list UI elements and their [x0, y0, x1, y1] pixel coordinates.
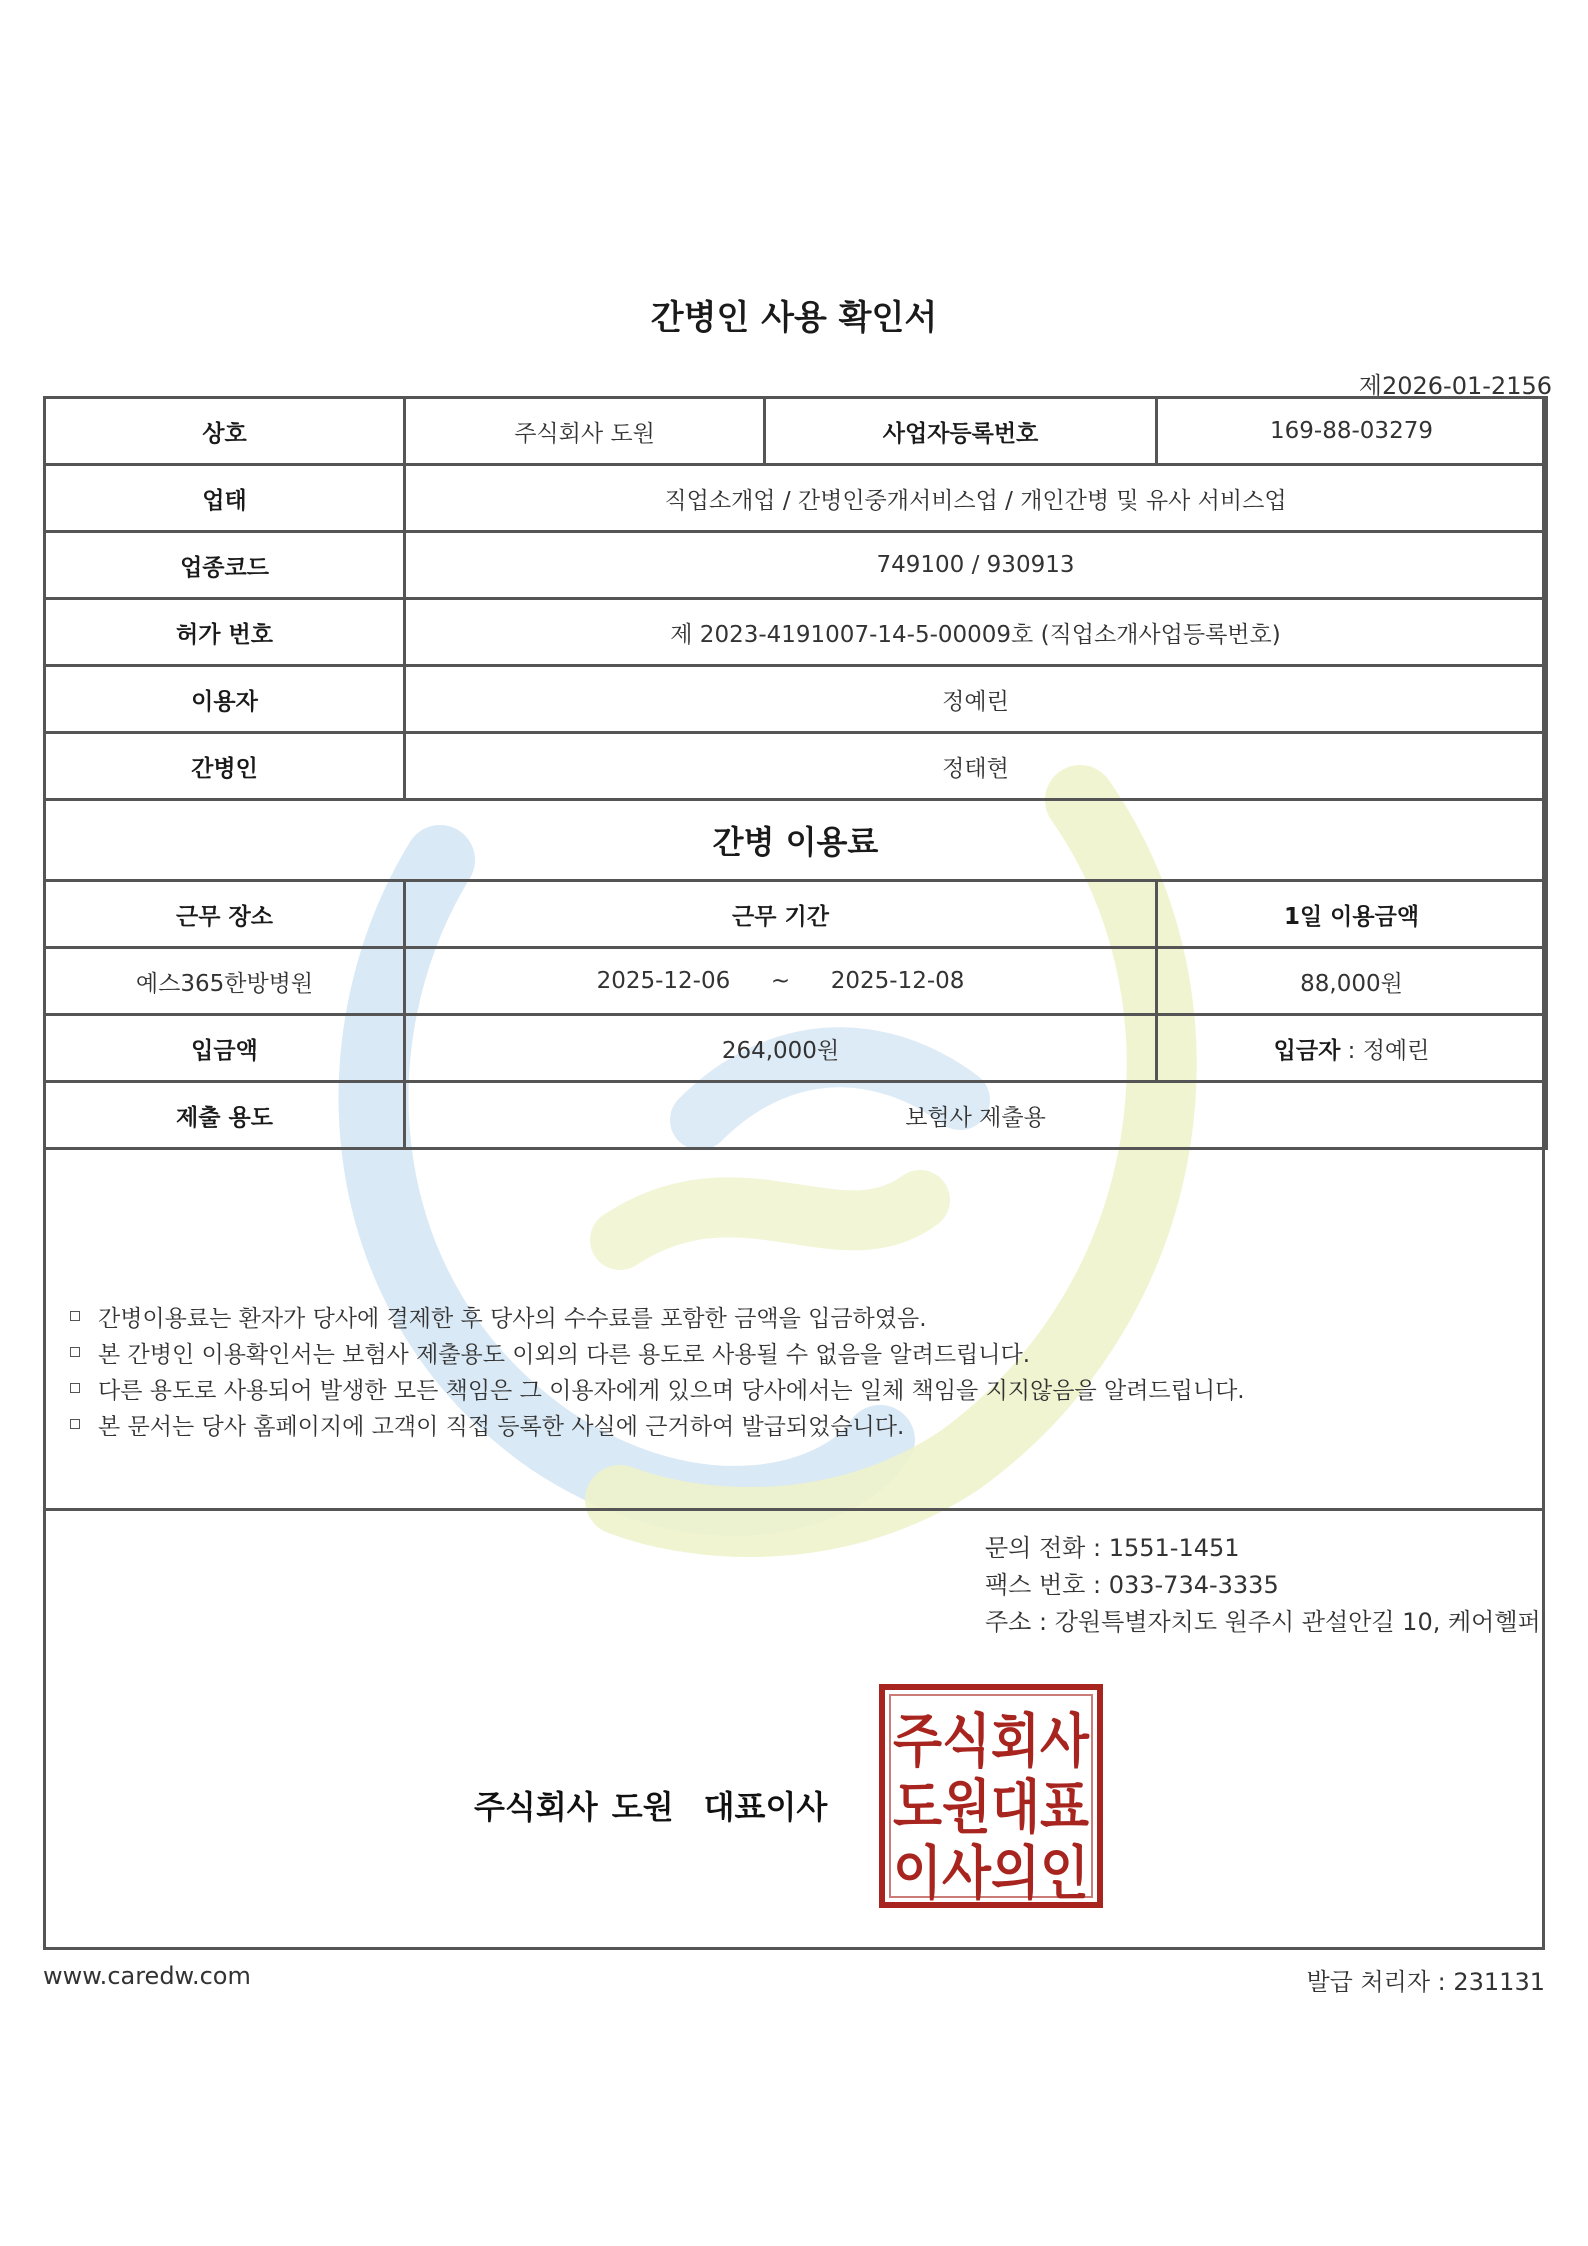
purpose-label: 제출 용도 [45, 1082, 405, 1149]
contact-address: 주소 : 강원특별자치도 원주시 관설안길 10, 케어헬퍼 [985, 1608, 1541, 1636]
company-seal-stamp [878, 1683, 1104, 1909]
industry-code-label: 업종코드 [45, 532, 405, 599]
company-website: www.caredw.com [43, 1962, 251, 1990]
work-period-value [405, 948, 1157, 1015]
row-caregiver [45, 733, 1547, 800]
row-fee-headers [45, 881, 1547, 948]
seal-row-2: 도원대표 [893, 1773, 1089, 1841]
work-period-label: 근무 기간 [405, 881, 1157, 948]
info-table [43, 396, 1548, 1150]
note-item [70, 1406, 1245, 1442]
row-industry-code [45, 532, 1547, 599]
deposit-label: 입금액 [45, 1015, 405, 1082]
contact-phone: 문의 전화 : 1551-1451 [985, 1534, 1240, 1562]
payer-label: 입금자 [1273, 1037, 1341, 1064]
row-deposit [45, 1015, 1547, 1082]
signature-line [474, 1782, 827, 1828]
square-bullet-icon [70, 1311, 80, 1321]
period-end: 2025-12-08 [830, 968, 965, 994]
work-location-label: 근무 장소 [45, 881, 405, 948]
document-title: 간병인 사용 확인서 [650, 298, 938, 338]
row-fee-values [45, 948, 1547, 1015]
payer-separator: : [1340, 1037, 1363, 1064]
user-label: 이용자 [45, 666, 405, 733]
company-name-label: 상호 [45, 398, 405, 465]
note-item [70, 1298, 1245, 1334]
row-purpose [45, 1082, 1547, 1149]
work-location-value: 예스365한방병원 [45, 948, 405, 1015]
row-license [45, 599, 1547, 666]
note-item [70, 1370, 1245, 1406]
square-bullet-icon [70, 1347, 80, 1357]
user-value: 정예린 [405, 666, 1547, 733]
caregiver-label: 간병인 [45, 733, 405, 800]
note-text: 간병이용료는 환자가 당사에 결제한 후 당사의 수수료를 포함한 금액을 입금하였음. [98, 1305, 927, 1332]
contact-fax: 팩스 번호 : 033-734-3335 [985, 1571, 1279, 1599]
industry-code-value: 749100 / 930913 [405, 532, 1547, 599]
fee-section-title: 간병 이용료 [45, 800, 1547, 881]
notes-list [70, 1298, 1245, 1442]
signature-company: 주식회사 도원 [474, 1788, 674, 1826]
row-user [45, 666, 1547, 733]
note-item [70, 1334, 1245, 1370]
daily-amount-label: 1일 이용금액 [1157, 881, 1547, 948]
company-name-value: 주식회사 도원 [405, 398, 765, 465]
row-business-type [45, 465, 1547, 532]
period-separator: ~ [770, 968, 791, 994]
row-fee-section [45, 800, 1547, 881]
row-company [45, 398, 1547, 465]
payer-cell [1157, 1015, 1547, 1082]
square-bullet-icon [70, 1383, 80, 1393]
signature-title: 대표이사 [703, 1788, 828, 1826]
daily-amount-value: 88,000원 [1157, 948, 1547, 1015]
payer-value: 정예린 [1362, 1037, 1430, 1064]
section-divider [43, 1508, 1545, 1511]
business-type-value: 직업소개업 / 간병인중개서비스업 / 개인간병 및 유사 서비스업 [405, 465, 1547, 532]
seal-row-3: 이사의인 [893, 1839, 1089, 1907]
reg-number-label: 사업자등록번호 [765, 398, 1157, 465]
business-type-label: 업태 [45, 465, 405, 532]
issuer-info: 발급 처리자 : 231131 [1306, 1968, 1545, 1996]
seal-row-1: 주식회사 [893, 1707, 1090, 1775]
reg-number-value: 169-88-03279 [1157, 398, 1547, 465]
period-start: 2025-12-06 [596, 968, 731, 994]
square-bullet-icon [70, 1419, 80, 1429]
license-value: 제 2023-4191007-14-5-00009호 (직업소개사업등록번호) [405, 599, 1547, 666]
license-label: 허가 번호 [45, 599, 405, 666]
note-text: 다른 용도로 사용되어 발생한 모든 책임은 그 이용자에게 있으며 당사에서는 일체 책임을 지지않음을 알려드립니다. [98, 1377, 1245, 1404]
caregiver-value: 정태현 [405, 733, 1547, 800]
note-text: 본 간병인 이용확인서는 보험사 제출용도 이외의 다른 용도로 사용될 수 없음을 알려드립니다. [98, 1341, 1031, 1368]
purpose-value: 보험사 제출용 [405, 1082, 1547, 1149]
deposit-value: 264,000원 [405, 1015, 1157, 1082]
note-text: 본 문서는 당사 홈페이지에 고객이 직접 등록한 사실에 근거하여 발급되었습니다. [98, 1413, 905, 1440]
document-number: 제2026-01-2156 [1358, 372, 1552, 400]
contact-info [985, 1530, 1541, 1641]
